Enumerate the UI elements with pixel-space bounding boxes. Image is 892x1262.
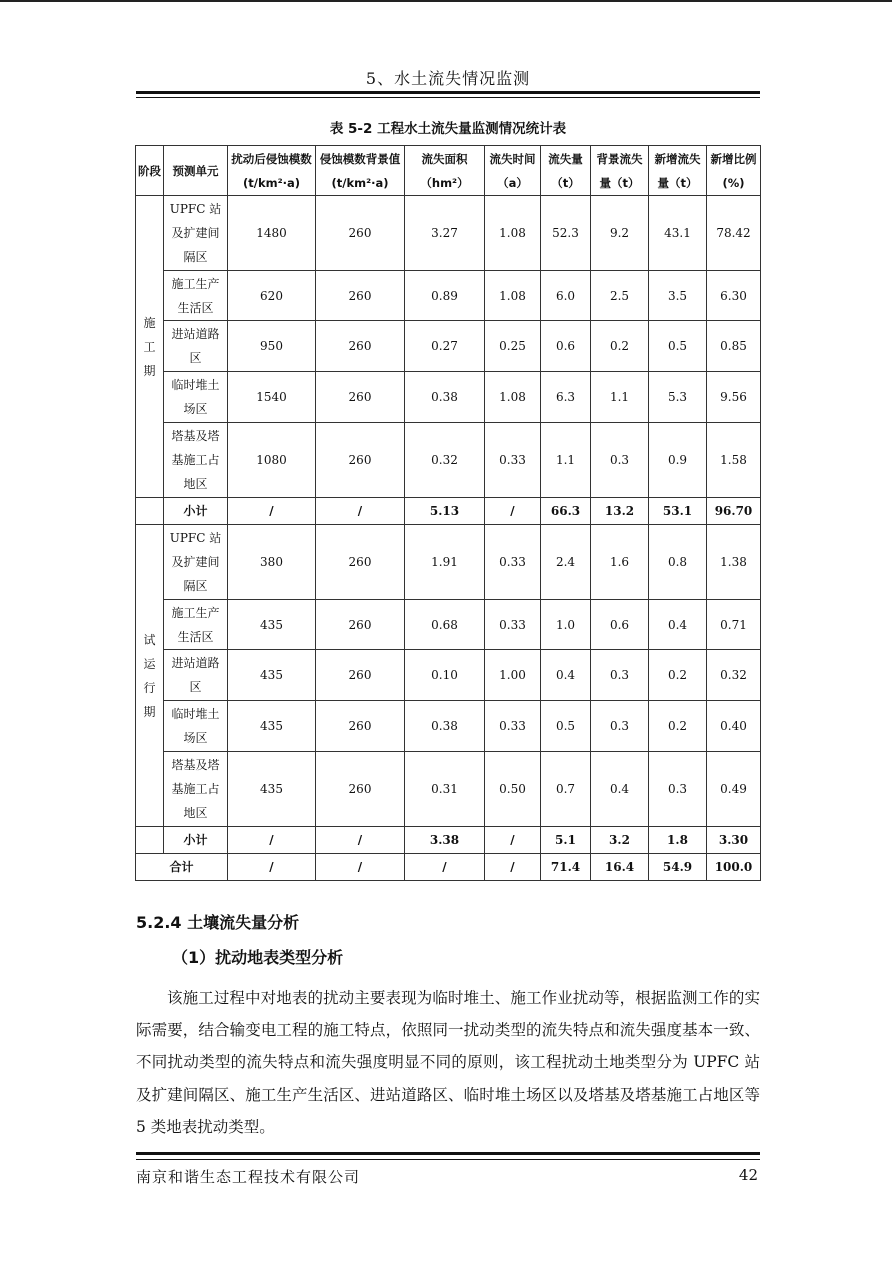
header-rule-thick <box>136 91 760 94</box>
total-value: / <box>316 854 405 881</box>
footer-rule-thin <box>136 1159 760 1160</box>
value-cell: 0.2 <box>591 321 649 372</box>
value-cell: 620 <box>228 271 316 321</box>
value-cell: 260 <box>316 271 405 321</box>
col-header: 流失面积（hm²） <box>405 146 485 196</box>
table-row <box>136 600 761 650</box>
table-row <box>136 423 761 498</box>
body-paragraph: 该施工过程中对地表的扰动主要表现为临时堆土、施工作业扰动等，根据监测工作的实际需要，结合输变电工程的施工特点，依照同一扰动类型的流失特点和流失强度基本一致、不同扰动类型的流失特点和流失强度明显不同的原则，该工程扰动土地类型分为 UPFC 站及扩建间隔区、施工生产生活区、进站道路区、临时堆土场区以及塔基及塔基施工占地区等 5 类地表扰动类型。 <box>136 989 760 1136</box>
section-heading: 5.2.4 土壤流失量分析 <box>136 913 300 932</box>
value-cell: 0.6 <box>591 600 649 650</box>
total-label: 合计 <box>136 854 228 881</box>
value-cell: 260 <box>316 423 405 498</box>
unit-cell: 施工生产生活区 <box>164 600 228 650</box>
value-cell: 0.33 <box>485 525 541 600</box>
value-cell: 0.2 <box>649 701 707 752</box>
value-cell: 0.50 <box>485 752 541 827</box>
value-cell: 1.1 <box>541 423 591 498</box>
subtotal-label: 小计 <box>164 498 228 525</box>
total-value: 100.0 <box>707 854 761 881</box>
unit-cell: UPFC 站及扩建间隔区 <box>164 196 228 271</box>
subtotal-value: / <box>485 498 541 525</box>
value-cell: 1.58 <box>707 423 761 498</box>
subtotal-row <box>136 827 761 854</box>
value-cell: 0.38 <box>405 372 485 423</box>
table-row <box>136 650 761 701</box>
stage-blank-cell <box>136 498 164 525</box>
value-cell: 2.5 <box>591 271 649 321</box>
stage-cell: 施工期 <box>136 196 164 498</box>
subtotal-value: 96.70 <box>707 498 761 525</box>
value-cell: 1540 <box>228 372 316 423</box>
value-cell: 0.4 <box>591 752 649 827</box>
value-cell: 5.3 <box>649 372 707 423</box>
subtotal-value: 1.8 <box>649 827 707 854</box>
unit-cell: 进站道路区 <box>164 321 228 372</box>
unit-cell: 临时堆土场区 <box>164 701 228 752</box>
subtotal-value: 5.13 <box>405 498 485 525</box>
table-row <box>136 372 761 423</box>
value-cell: 260 <box>316 752 405 827</box>
page-top-border <box>0 0 892 2</box>
value-cell: 0.10 <box>405 650 485 701</box>
value-cell: 0.32 <box>707 650 761 701</box>
value-cell: 78.42 <box>707 196 761 271</box>
col-header: 阶段 <box>136 146 164 196</box>
value-cell: 1.08 <box>485 196 541 271</box>
value-cell: 950 <box>228 321 316 372</box>
value-cell: 0.3 <box>591 701 649 752</box>
table-body <box>136 196 761 881</box>
subtotal-value: / <box>316 827 405 854</box>
table-row <box>136 525 761 600</box>
value-cell: 1.6 <box>591 525 649 600</box>
footer-company: 南京和谐生态工程技术有限公司 <box>136 1168 361 1186</box>
subtotal-value: 3.2 <box>591 827 649 854</box>
value-cell: 1.00 <box>485 650 541 701</box>
table-caption: 表 5-2 工程水土流失量监测情况统计表 <box>329 121 567 137</box>
value-cell: 0.7 <box>541 752 591 827</box>
subsection-heading: （1）扰动地表类型分析 <box>172 948 344 967</box>
value-cell: 2.4 <box>541 525 591 600</box>
header-rule-thin <box>136 97 760 98</box>
stage-cell: 试运行期 <box>136 525 164 827</box>
table-row <box>136 752 761 827</box>
value-cell: 52.3 <box>541 196 591 271</box>
value-cell: 380 <box>228 525 316 600</box>
running-header: 5、水土流失情况监测 <box>365 69 531 88</box>
subtotal-value: 13.2 <box>591 498 649 525</box>
value-cell: 0.5 <box>541 701 591 752</box>
unit-cell: 进站道路区 <box>164 650 228 701</box>
col-header: 新增流失量（t） <box>649 146 707 196</box>
total-value: / <box>228 854 316 881</box>
value-cell: 435 <box>228 650 316 701</box>
value-cell: 1080 <box>228 423 316 498</box>
value-cell: 0.32 <box>405 423 485 498</box>
value-cell: 1480 <box>228 196 316 271</box>
table-row <box>136 271 761 321</box>
value-cell: 0.31 <box>405 752 485 827</box>
value-cell: 9.2 <box>591 196 649 271</box>
subtotal-value: / <box>228 827 316 854</box>
value-cell: 0.40 <box>707 701 761 752</box>
value-cell: 1.1 <box>591 372 649 423</box>
col-header: 预测单元 <box>164 146 228 196</box>
subtotal-value: 66.3 <box>541 498 591 525</box>
value-cell: 0.89 <box>405 271 485 321</box>
subtotal-value: / <box>316 498 405 525</box>
total-row <box>136 854 761 881</box>
subtotal-value: / <box>228 498 316 525</box>
value-cell: 0.71 <box>707 600 761 650</box>
subtotal-value: 5.1 <box>541 827 591 854</box>
value-cell: 0.9 <box>649 423 707 498</box>
value-cell: 0.68 <box>405 600 485 650</box>
value-cell: 0.5 <box>649 321 707 372</box>
stage-blank-cell <box>136 827 164 854</box>
unit-cell: 塔基及塔基施工占地区 <box>164 752 228 827</box>
value-cell: 260 <box>316 196 405 271</box>
value-cell: 6.30 <box>707 271 761 321</box>
total-value: 71.4 <box>541 854 591 881</box>
value-cell: 0.4 <box>541 650 591 701</box>
table-row <box>136 321 761 372</box>
value-cell: 0.38 <box>405 701 485 752</box>
value-cell: 0.33 <box>485 701 541 752</box>
col-header: 背景流失量（t） <box>591 146 649 196</box>
table-row <box>136 701 761 752</box>
value-cell: 0.27 <box>405 321 485 372</box>
value-cell: 260 <box>316 321 405 372</box>
unit-cell: 施工生产生活区 <box>164 271 228 321</box>
value-cell: 0.25 <box>485 321 541 372</box>
value-cell: 0.49 <box>707 752 761 827</box>
value-cell: 260 <box>316 372 405 423</box>
value-cell: 0.6 <box>541 321 591 372</box>
col-header: 扰动后侵蚀模数(t/km²·a) <box>228 146 316 196</box>
col-header: 新增比例(%) <box>707 146 761 196</box>
value-cell: 0.8 <box>649 525 707 600</box>
total-value: 16.4 <box>591 854 649 881</box>
value-cell: 3.27 <box>405 196 485 271</box>
unit-cell: 塔基及塔基施工占地区 <box>164 423 228 498</box>
value-cell: 260 <box>316 701 405 752</box>
value-cell: 1.08 <box>485 372 541 423</box>
unit-cell: UPFC 站及扩建间隔区 <box>164 525 228 600</box>
total-value: 54.9 <box>649 854 707 881</box>
value-cell: 1.08 <box>485 271 541 321</box>
subtotal-value: / <box>485 827 541 854</box>
col-header: 流失量（t） <box>541 146 591 196</box>
footer-rule-thick <box>136 1152 760 1155</box>
unit-cell: 临时堆土场区 <box>164 372 228 423</box>
value-cell: 0.2 <box>649 650 707 701</box>
value-cell: 435 <box>228 752 316 827</box>
value-cell: 0.33 <box>485 423 541 498</box>
value-cell: 435 <box>228 600 316 650</box>
col-header: 侵蚀模数背景值(t/km²·a) <box>316 146 405 196</box>
page-number: 42 <box>738 1166 758 1184</box>
value-cell: 0.3 <box>649 752 707 827</box>
table-row <box>136 196 761 271</box>
value-cell: 0.3 <box>591 650 649 701</box>
subtotal-value: 3.38 <box>405 827 485 854</box>
value-cell: 6.3 <box>541 372 591 423</box>
value-cell: 6.0 <box>541 271 591 321</box>
total-value: / <box>405 854 485 881</box>
col-header: 流失时间（a） <box>485 146 541 196</box>
value-cell: 435 <box>228 701 316 752</box>
subtotal-label: 小计 <box>164 827 228 854</box>
table-header-row <box>136 146 761 196</box>
total-value: / <box>485 854 541 881</box>
value-cell: 9.56 <box>707 372 761 423</box>
value-cell: 0.33 <box>485 600 541 650</box>
subtotal-value: 53.1 <box>649 498 707 525</box>
value-cell: 1.91 <box>405 525 485 600</box>
value-cell: 0.4 <box>649 600 707 650</box>
value-cell: 0.3 <box>591 423 649 498</box>
value-cell: 260 <box>316 650 405 701</box>
value-cell: 43.1 <box>649 196 707 271</box>
value-cell: 1.0 <box>541 600 591 650</box>
value-cell: 260 <box>316 600 405 650</box>
value-cell: 1.38 <box>707 525 761 600</box>
value-cell: 3.5 <box>649 271 707 321</box>
subtotal-row <box>136 498 761 525</box>
soil-loss-table <box>135 145 761 881</box>
value-cell: 0.85 <box>707 321 761 372</box>
value-cell: 260 <box>316 525 405 600</box>
subtotal-value: 3.30 <box>707 827 761 854</box>
